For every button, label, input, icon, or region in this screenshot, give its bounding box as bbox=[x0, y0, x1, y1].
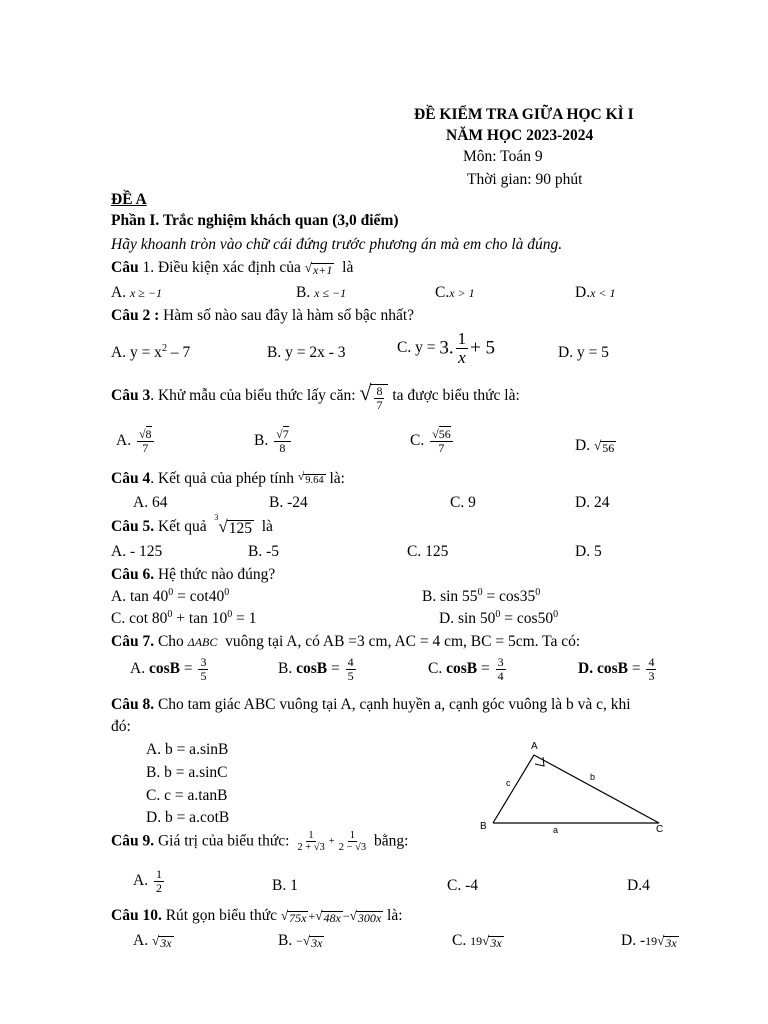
option-d[interactable]: D. √ 56 bbox=[575, 437, 615, 455]
option-a[interactable]: A. - 125 bbox=[111, 543, 163, 560]
part1-instruction: Hãy khoanh tròn vào chữ cái đứng trước phương án mà em cho là đúng. bbox=[111, 236, 563, 253]
option-d[interactable]: D. $\sin 50^0 = \cos 50^0$ bbox=[439, 608, 559, 627]
duration: Thời gian: 90 phút bbox=[467, 171, 583, 188]
option-b[interactable]: B. − √ 3x bbox=[278, 932, 323, 950]
option-a[interactable]: A. √ 3x bbox=[133, 932, 172, 950]
option-a[interactable]: A. $y = x^2 - 7$ bbox=[111, 342, 191, 361]
question-label: Câu bbox=[111, 259, 139, 276]
sqrt-term-3: √ 300x bbox=[349, 907, 382, 925]
question-text: Kết quả bbox=[157, 518, 207, 536]
question-text: Rút gọn biểu thức bbox=[165, 907, 277, 924]
option-a[interactable]: A. $\frac{1}{2}$ bbox=[133, 867, 162, 895]
option-a[interactable]: A. cosB = $\frac{3}{5}$ bbox=[130, 655, 207, 683]
question-tail: là bbox=[342, 259, 354, 276]
question-text: . Khử mẫu của biểu thức lấy căn: bbox=[150, 387, 356, 405]
question-5 bbox=[111, 513, 273, 537]
vertex-a-label: A bbox=[531, 741, 538, 752]
question-1 bbox=[111, 259, 353, 277]
question-label: Câu 5. bbox=[111, 518, 155, 536]
option-b[interactable]: B. $\frac{√7}{8}$ bbox=[254, 427, 289, 455]
question-tail: vuông tại A, có AB =3 cm, AC = 4 cm, BC = 5cm. Ta có: bbox=[225, 633, 581, 650]
question-label: Câu 6. bbox=[111, 566, 155, 583]
question-6 bbox=[111, 566, 275, 584]
question-9: Câu 9. Giá trị của biểu thức: $\frac{1}{2 + √3}$ + $\frac{1}{2 - √3}$ bằng: bbox=[111, 830, 409, 854]
right-triangle-figure bbox=[476, 736, 676, 838]
option-d[interactable]: D.4 bbox=[627, 877, 650, 894]
question-tail: là: bbox=[329, 470, 345, 487]
question-label: Câu 10. bbox=[111, 907, 162, 924]
question-label: Câu 2 : bbox=[111, 307, 160, 324]
option-d[interactable]: D.x < 1 bbox=[575, 284, 616, 301]
option-a[interactable]: A. $\tan 40^0 = \cot 40^0$ bbox=[111, 586, 230, 605]
option-c[interactable]: C. c = a.tanB bbox=[146, 787, 228, 804]
fraction-1: $\frac{1}{2 + √3}$ bbox=[297, 830, 325, 854]
question-text: Điều kiện xác định của bbox=[157, 259, 301, 276]
question-text: Cho tam giác ABC vuông tại A, cạnh huyền a, cạnh góc vuông là b và c, khi bbox=[157, 696, 631, 713]
option-a[interactable]: A. 64 bbox=[133, 494, 168, 511]
option-b[interactable]: B. x ≤ −1 bbox=[296, 284, 347, 301]
option-d[interactable]: D. 5 bbox=[575, 543, 602, 560]
question-tail: là bbox=[261, 518, 273, 536]
question-label: Câu 9. bbox=[111, 832, 155, 850]
option-b[interactable]: B. $\sin 55^0 = \cos 35^0$ bbox=[422, 586, 541, 605]
question-label: Câu 3 bbox=[111, 387, 151, 405]
side-a-label: a bbox=[553, 825, 559, 835]
option-b[interactable]: B. 1 bbox=[272, 877, 298, 894]
question-text: Hệ thức nào đúng? bbox=[157, 566, 276, 583]
question-label: Câu 4 bbox=[111, 470, 151, 487]
part1-title: Phần I. Trắc nghiệm khách quan (3,0 điểm) bbox=[111, 212, 399, 229]
exam-title: ĐỀ KIỂM TRA GIỮA HỌC KÌ I bbox=[414, 106, 634, 123]
exam-code: ĐỀ A bbox=[111, 191, 147, 208]
question-text: . Kết quả của phép tính bbox=[150, 470, 294, 487]
subject: Môn: Toán 9 bbox=[463, 148, 543, 165]
option-c[interactable]: C. y = 3. $\frac{1}{x}$ + 5 bbox=[397, 329, 496, 367]
question-2 bbox=[111, 307, 414, 325]
question-4 bbox=[111, 470, 345, 488]
option-b[interactable]: B. y = 2x - 3 bbox=[267, 344, 346, 361]
option-c[interactable]: C. $\frac{√56}{7}$ bbox=[410, 427, 451, 455]
sqrt-fraction: √ $\frac{8}{7}$ bbox=[359, 382, 388, 411]
option-b[interactable]: B. b = a.sinC bbox=[146, 764, 228, 781]
option-c[interactable]: C.x > 1 bbox=[435, 284, 475, 301]
fraction-2: $\frac{1}{2 - √3}$ bbox=[338, 830, 367, 854]
option-d[interactable]: D. 24 bbox=[575, 494, 610, 511]
sqrt-term-1: √ 75x bbox=[280, 907, 307, 925]
question-label: Câu 7. bbox=[111, 633, 155, 650]
question-10: Câu 10. Rút gọn biểu thức √ 75x + √ 48x − √ 300x là: bbox=[111, 907, 403, 925]
option-d[interactable]: D. -19 √ 3x bbox=[621, 932, 677, 950]
vertex-c-label: C bbox=[656, 824, 664, 835]
sqrt-term-2: √ 48x bbox=[315, 907, 341, 925]
question-text: Giá trị của biểu thức: bbox=[157, 832, 290, 850]
vertex-b-label: B bbox=[480, 821, 487, 832]
option-b[interactable]: B. -5 bbox=[248, 543, 279, 560]
triangle-symbol: ΔABC bbox=[187, 635, 218, 649]
side-b-label: b bbox=[590, 772, 596, 782]
option-d[interactable]: D. b = a.cotB bbox=[146, 809, 230, 826]
question-text: Cho bbox=[157, 633, 184, 650]
question-tail: ta được biểu thức là: bbox=[392, 387, 520, 405]
question-3 bbox=[111, 382, 520, 411]
sqrt-expression: √ 9.64 bbox=[297, 471, 324, 487]
school-year: NĂM HỌC 2023-2024 bbox=[446, 127, 594, 144]
option-a[interactable]: A. x ≥ −1 bbox=[111, 284, 162, 301]
question-text: Hàm số nào sau đây là hàm số bậc nhất? bbox=[163, 307, 415, 324]
sqrt-expression: √ x+1 bbox=[304, 259, 333, 277]
question-8 bbox=[111, 696, 631, 714]
option-d[interactable]: D. y = 5 bbox=[558, 344, 609, 361]
option-c[interactable]: C. -4 bbox=[447, 877, 478, 894]
option-a[interactable]: A. $\frac{√8}{7}$ bbox=[116, 427, 152, 455]
option-d[interactable]: D. cosB = $\frac{4}{3}$ bbox=[578, 655, 655, 683]
option-c[interactable]: C. 19 √ 3x bbox=[452, 932, 502, 950]
cube-root-expression: 3 √ 125 bbox=[214, 513, 252, 537]
question-tail: là: bbox=[387, 907, 403, 924]
question-text-cont: đó: bbox=[111, 718, 131, 735]
option-b[interactable]: B. cosB = $\frac{4}{5}$ bbox=[278, 655, 354, 683]
option-b[interactable]: B. -24 bbox=[269, 494, 308, 511]
option-c[interactable]: C. 9 bbox=[450, 494, 476, 511]
question-number: 1. bbox=[142, 259, 155, 276]
question-label: Câu 8. bbox=[111, 696, 155, 713]
side-c-label: c bbox=[506, 778, 511, 788]
option-c[interactable]: C. 125 bbox=[407, 543, 449, 560]
option-a[interactable]: A. b = a.sinB bbox=[146, 741, 229, 758]
option-c[interactable]: C. cosB = $\frac{3}{4}$ bbox=[428, 655, 504, 683]
question-7 bbox=[111, 633, 580, 651]
option-c[interactable]: C. $\cot 80^0 + \tan 10^0 = 1$ bbox=[111, 608, 257, 627]
question-tail: bằng: bbox=[374, 832, 409, 850]
